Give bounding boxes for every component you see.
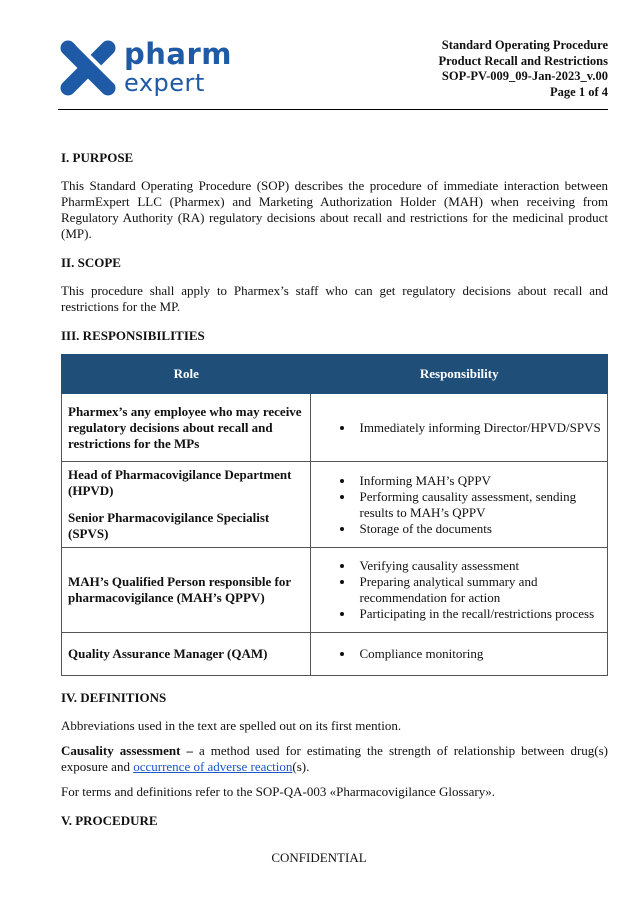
scope-heading: II. SCOPE xyxy=(61,255,121,270)
logo-wordmark xyxy=(124,37,232,97)
list-item: • Performing causality assessment, sending results to MAH’s QPPV xyxy=(355,489,601,521)
logo-text-pharm: pharm xyxy=(124,37,232,71)
role-cell: MAH’s Qualified Person responsible for pharmacovigilance (MAH’s QPPV) xyxy=(62,548,311,633)
company-logo xyxy=(58,37,232,102)
list-item: • Compliance monitoring xyxy=(355,646,601,662)
definition-tail: (s). xyxy=(292,759,310,774)
table-row xyxy=(62,394,608,462)
role-cell: Pharmex’s any employee who may receive regulatory decisions about recall and restrictions for the MPs xyxy=(62,394,311,462)
column-header-role: Role xyxy=(62,355,311,394)
header-doc-id: SOP-PV-009_09-Jan-2023_v.00 xyxy=(441,69,608,83)
list-item: • Storage of the documents xyxy=(355,521,601,537)
responsibility-list xyxy=(317,420,601,436)
role-cell xyxy=(62,462,311,548)
header-page-number: Page 1 of 4 xyxy=(550,84,608,99)
definition-term: Causality assessment – xyxy=(61,743,193,758)
table-header-row xyxy=(62,355,608,394)
responsibility-cell xyxy=(311,548,608,633)
role-cell: Quality Assurance Manager (QAM) xyxy=(62,633,311,676)
responsibilities-heading: III. RESPONSIBILITIES xyxy=(61,328,205,343)
purpose-text: This Standard Operating Procedure (SOP) describes the procedure of immediate interaction between PharmExpert LLC (Pharmex) and Marketing Authorization Holder (MAH) when receiving from Regulatory Authority (RA) regulatory decisions about recall and restrictions for the medicinal product (MP). xyxy=(61,178,608,241)
responsibility-cell xyxy=(311,394,608,462)
definitions-reference: For terms and definitions refer to the SOP-QA-003 «Pharmacovigilance Glossary». xyxy=(61,784,495,799)
document-header xyxy=(438,38,608,100)
adverse-reaction-link[interactable]: occurrence of adverse reaction xyxy=(133,759,293,774)
responsibility-list xyxy=(317,646,601,662)
table-row xyxy=(62,462,608,548)
definition-text: a method used for estimating the strength of relationship between drug(s) exposure and xyxy=(61,743,608,774)
role-spvs: Senior Pharmacovigilance Specialist (SPVS) xyxy=(68,510,270,541)
responsibilities-table xyxy=(61,354,608,676)
responsibility-cell xyxy=(311,633,608,676)
table-row xyxy=(62,633,608,676)
list-item: • Verifying causality assessment xyxy=(355,558,601,574)
definition-causality xyxy=(61,743,608,775)
header-doc-type: Standard Operating Procedure xyxy=(441,38,608,52)
header-divider xyxy=(58,109,608,110)
role-hpvd: Head of Pharmacovigilance Department (HPVD) xyxy=(68,467,292,498)
column-header-responsibility: Responsibility xyxy=(311,355,608,394)
responsibility-list xyxy=(317,473,601,537)
responsibility-cell xyxy=(311,462,608,548)
purpose-heading: I. PURPOSE xyxy=(61,150,134,165)
list-item: • Immediately informing Director/HPVD/SPVS xyxy=(355,420,601,436)
logo-text-expert: expert xyxy=(124,69,205,97)
list-item: • Informing MAH’s QPPV xyxy=(355,473,601,489)
definitions-intro: Abbreviations used in the text are spelled out on its first mention. xyxy=(61,718,402,733)
scope-text: This procedure shall apply to Pharmex’s staff who can get regulatory decisions about recall and restrictions for the MP. xyxy=(61,283,608,314)
document-body xyxy=(61,150,608,829)
list-item: • Preparing analytical summary and recommendation for action xyxy=(355,574,601,606)
logo-x-mark-icon xyxy=(58,38,122,102)
header-doc-title: Product Recall and Restrictions xyxy=(438,53,608,68)
list-item: • Participating in the recall/restrictions process xyxy=(355,606,601,622)
table-row xyxy=(62,548,608,633)
procedure-heading: V. PROCEDURE xyxy=(61,813,158,828)
confidential-footer: CONFIDENTIAL xyxy=(271,850,367,865)
definitions-heading: IV. DEFINITIONS xyxy=(61,690,167,705)
responsibility-list xyxy=(317,558,601,622)
